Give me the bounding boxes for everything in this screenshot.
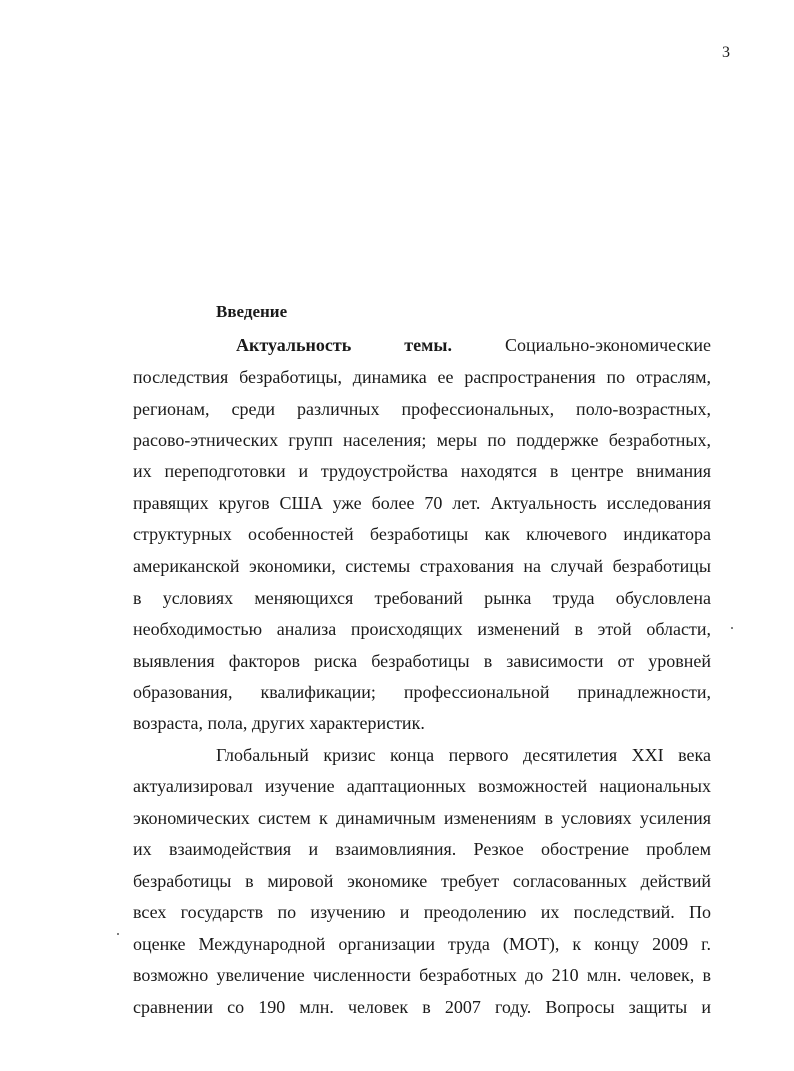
topic-relevance-label-word-2: темы. bbox=[404, 335, 452, 355]
paragraph-1-line: необходимостью анализа происходящих изменений в этой области, bbox=[133, 619, 711, 639]
paragraph-1-lead-line bbox=[236, 334, 711, 356]
paragraph-2-line: безработицы в мировой экономике требует согласованных действий bbox=[133, 871, 711, 891]
scan-speck bbox=[117, 933, 119, 935]
paragraph-1-lead-text: Социально-экономические bbox=[505, 335, 711, 355]
topic-relevance-label-word-1: Актуальность bbox=[236, 335, 352, 355]
paragraph-2-line: их взаимодействия и взаимовлияния. Резкое обострение проблем bbox=[133, 839, 711, 859]
paragraph-1-line: расово-этнических групп населения; меры по поддержке безработных, bbox=[133, 430, 711, 450]
paragraph-1-line: выявления факторов риска безработицы в зависимости от уровней bbox=[133, 651, 711, 671]
paragraph-2-first-line: Глобальный кризис конца первого десятилетия XXI века bbox=[216, 745, 711, 765]
paragraph-1-line: регионам, среди различных профессиональных, поло-возрастных, bbox=[133, 399, 711, 419]
paragraph-2-line: возможно увеличение численности безработных до 210 млн. человек, в bbox=[133, 965, 711, 985]
paragraph-1-line: в условиях меняющихся требований рынка труда обусловлена bbox=[133, 588, 711, 608]
scan-speck bbox=[731, 627, 733, 629]
paragraph-2-line: оценке Международной организации труда (МОТ), к концу 2009 г. bbox=[133, 934, 711, 954]
paragraph-1-line: правящих кругов США уже более 70 лет. Актуальность исследования bbox=[133, 493, 711, 513]
paragraph-1-last-line: возраста, пола, других характеристик. bbox=[133, 713, 425, 733]
page-number: 3 bbox=[722, 44, 730, 61]
paragraph-1-line: последствия безработицы, динамика ее распространения по отраслям, bbox=[133, 367, 711, 387]
paragraph-1-line: американской экономики, системы страхования на случай безработицы bbox=[133, 556, 711, 576]
paragraph-1-line: образования, квалификации; профессиональной принадлежности, bbox=[133, 682, 711, 702]
paragraph-2-line: сравнении со 190 млн. человек в 2007 году. Вопросы защиты и bbox=[133, 997, 711, 1017]
paragraph-1-line: структурных особенностей безработицы как ключевого индикатора bbox=[133, 524, 711, 544]
paragraph-2-line: актуализировал изучение адаптационных возможностей национальных bbox=[133, 776, 711, 796]
paragraph-2-line: всех государств по изучению и преодолению их последствий. По bbox=[133, 902, 711, 922]
section-heading: Введение bbox=[216, 302, 288, 321]
paragraph-2-line: экономических систем к динамичным изменениям в условиях усиления bbox=[133, 808, 711, 828]
paragraph-1-line: их переподготовки и трудоустройства находятся в центре внимания bbox=[133, 461, 711, 481]
